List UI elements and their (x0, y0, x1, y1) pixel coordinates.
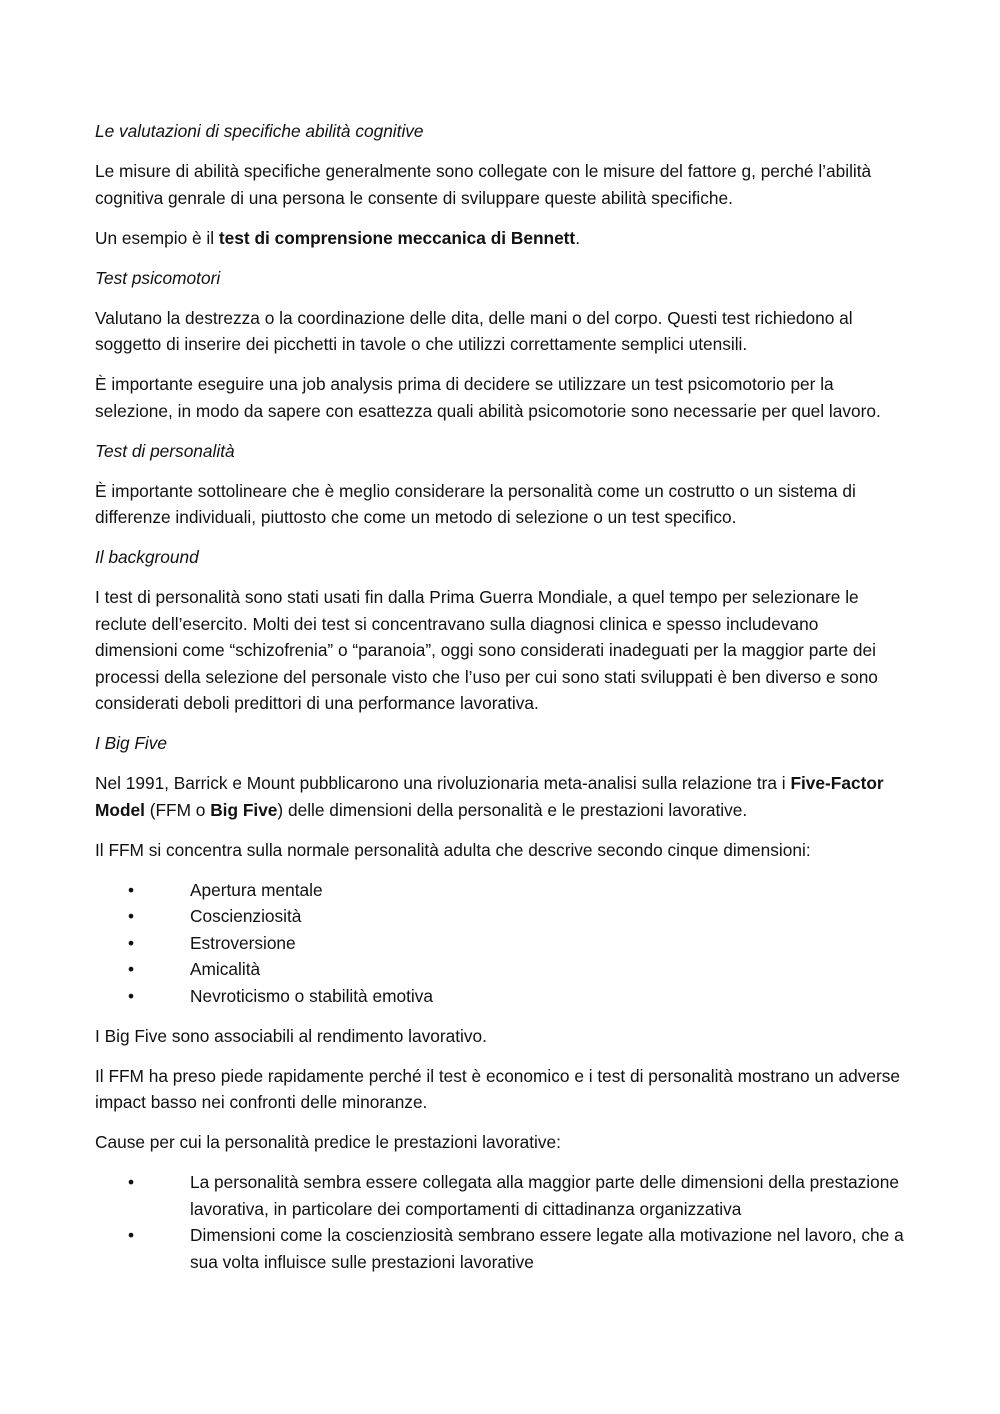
bennett-test-name: test di comprensione meccanica di Bennett (218, 227, 576, 248)
list-item-text: Nevroticismo o stabilità emotiva (190, 985, 433, 1006)
barrick-text-pre: Nel 1991, Barrick e Mount pubblicarono una rivoluzionaria meta-analisi sulla relazione tra i (95, 773, 791, 793)
document-page (95, 118, 905, 1289)
paragraph-barrick-mount (95, 770, 905, 823)
list-causes (95, 1169, 905, 1275)
list-item-text: Apertura mentale (190, 879, 323, 900)
paragraph-background: I test di personalità sono stati usati fin dalla Prima Guerra Mondiale, a quel tempo per selezionare le reclute dell’esercito. Molti dei test si concentravano sulla diagnosi clinica e spesso includevano dimensioni come “schizofrenia” o “paranoia”, oggi sono considerati inadeguati per la maggior parte dei processi della selezione del personale visto che l’uso per cui sono stati sviluppati è ben diverso e sono considerati deboli predittori di una performance lavorativa. (95, 587, 878, 713)
list-item (95, 1169, 905, 1222)
heading-specific-abilities: Le valutazioni di specifiche abilità cognitive (95, 121, 424, 141)
paragraph-psychomotor-1: Valutano la destrezza o la coordinazione delle dita, delle mani o del corpo. Questi test richiedono al soggetto di inserire dei picchetti in tavole o che utilizzi correttamente semplici utensili. (95, 307, 853, 354)
list-big-five-dimensions (95, 877, 905, 1010)
barrick-text-post: ) delle dimensioni della personalità e le prestazioni lavorative. (277, 799, 748, 820)
heading-background: Il background (95, 547, 199, 567)
bullet-icon: • (128, 1225, 135, 1245)
bullet-icon: • (128, 906, 135, 926)
list-item-text: La personalità sembra essere collegata alla maggior parte delle dimensioni della prestazione lavorativa, in particolare dei comportamenti di cittadinanza organizzativa (190, 1172, 899, 1219)
heading-big-five: I Big Five (95, 733, 168, 753)
paragraph-bennett-example (95, 225, 905, 252)
list-item-text: Coscienziosità (190, 906, 302, 926)
list-item (95, 903, 905, 930)
bullet-icon: • (128, 932, 135, 953)
bullet-icon: • (128, 985, 135, 1006)
paragraph-big-five-performance: I Big Five sono associabili al rendimento lavorativo. (95, 1025, 487, 1046)
bullet-icon: • (128, 1172, 135, 1192)
paragraph-causes-intro: Cause per cui la personalità predice le prestazioni lavorative: (95, 1132, 561, 1152)
bennett-text-pre: Un esempio è il (95, 227, 219, 248)
list-item (95, 956, 905, 983)
paragraph-ffm-adoption: Il FFM ha preso piede rapidamente perché il test è economico e i test di personalità mostrano un adverse impact basso nei confronti delle minoranze. (95, 1065, 900, 1112)
list-item (95, 930, 905, 957)
list-item (95, 1222, 905, 1275)
list-item (95, 877, 905, 904)
heading-personality-tests: Test di personalità (95, 440, 235, 461)
paragraph-ffm-dimensions: Il FFM si concentra sulla normale personalità adulta che descrive secondo cinque dimensioni: (95, 839, 811, 860)
list-item-text: Dimensioni come la coscienziosità sembrano essere legate alla motivazione nel lavoro, che a sua volta influisce sulle prestazioni lavorative (190, 1225, 904, 1272)
paragraph-specific-abilities: Le misure di abilità specifiche generalmente sono collegate con le misure del fattore g, perché l’abilità cognitiva genrale di una persona le consente di sviluppare queste abilità specifiche. (95, 161, 872, 208)
list-item-text: Amicalità (190, 959, 261, 979)
paragraph-personality: È importante sottolineare che è meglio considerare la personalità come un costrutto o un sistema di differenze individuali, piuttosto che come un metodo di selezione o un test specifico. (95, 480, 856, 527)
bennett-text-post: . (575, 227, 581, 248)
heading-psychomotor-tests: Test psicomotori (95, 267, 221, 288)
list-item-text: Estroversione (190, 932, 296, 953)
paragraph-psychomotor-2: È importante eseguire una job analysis prima di decidere se utilizzare un test psicomotorio per la selezione, in modo da sapere con esattezza quali abilità psicomotorie sono necessarie per quel lavoro. (95, 374, 881, 421)
bullet-icon: • (128, 879, 135, 900)
bullet-icon: • (128, 959, 135, 979)
list-item (95, 983, 905, 1010)
big-five-term: Big Five (210, 799, 278, 820)
five-factor-model-term: Five-Factor Model (95, 773, 884, 820)
barrick-text-mid: (FFM o (144, 799, 211, 820)
